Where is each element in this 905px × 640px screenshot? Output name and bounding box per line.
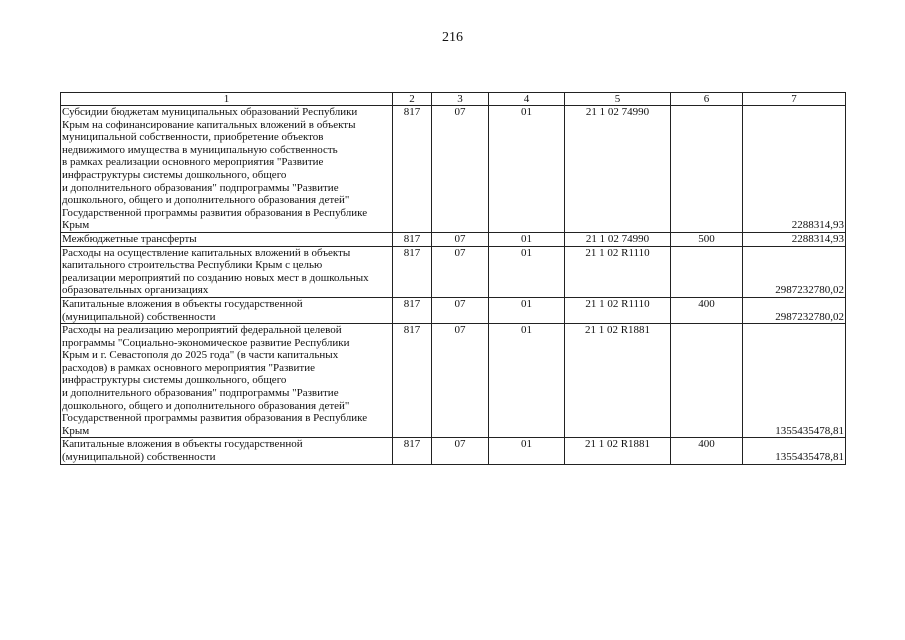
row-subsection-code: 01 [489,232,565,246]
row-description: Субсидии бюджетам муниципальных образований Республики Крым на софинансирование капитальных вложений в объекты муниципальной собственности, приобретение объектов недвижимого имущества в муниципальную собственность в рамках реализации основного мероприятия "Развитие инфраструктуры системы дошкольного, общего и дополнительного образования" подпрограммы "Развитие дошкольного, общего и дополнительного образования детей" Государственной программы развития образования в Республике Крым [61,106,393,233]
row-ministry-code: 817 [393,438,432,464]
row-description: Межбюджетные трансферты [61,232,393,246]
row-section-code: 07 [432,438,489,464]
row-subsection-code: 01 [489,106,565,233]
header-col-1: 1 [61,93,393,106]
header-col-7: 7 [743,93,846,106]
header-col-2: 2 [393,93,432,106]
row-expense-type: 500 [671,232,743,246]
row-amount: 2288314,93 [743,106,846,233]
table-row [61,324,846,438]
row-target-article: 21 1 02 R1110 [565,246,671,297]
table-row [61,438,846,464]
row-section-code: 07 [432,232,489,246]
row-subsection-code: 01 [489,438,565,464]
row-target-article: 21 1 02 R1881 [565,438,671,464]
row-expense-type: 400 [671,297,743,323]
row-section-code: 07 [432,297,489,323]
row-subsection-code: 01 [489,246,565,297]
table-row [61,106,846,233]
row-description: Капитальные вложения в объекты государственной (муниципальной) собственности [61,438,393,464]
row-ministry-code: 817 [393,324,432,438]
header-row [61,93,846,106]
row-ministry-code: 817 [393,297,432,323]
row-section-code: 07 [432,106,489,233]
row-section-code: 07 [432,324,489,438]
row-amount: 2987232780,02 [743,297,846,323]
table-row [61,246,846,297]
header-col-4: 4 [489,93,565,106]
row-description: Капитальные вложения в объекты государственной (муниципальной) собственности [61,297,393,323]
row-amount: 1355435478,81 [743,438,846,464]
row-subsection-code: 01 [489,297,565,323]
row-section-code: 07 [432,246,489,297]
table-row [61,297,846,323]
header-col-6: 6 [671,93,743,106]
table-row [61,232,846,246]
row-description: Расходы на реализацию мероприятий федеральной целевой программы "Социально-экономическое развитие Республики Крым и г. Севастополя до 2025 года" (в части капитальных расходов) в рамках основного мероприятия "Развитие инфраструктуры системы дошкольного, общего и дополнительного образования" подпрограммы "Развитие дошкольного, общего и дополнительного образования детей" Государственной программы развития образования в Республике Крым [61,324,393,438]
header-col-3: 3 [432,93,489,106]
row-amount: 2987232780,02 [743,246,846,297]
row-amount: 2288314,93 [743,232,846,246]
row-expense-type [671,324,743,438]
row-subsection-code: 01 [489,324,565,438]
header-col-5: 5 [565,93,671,106]
row-amount: 1355435478,81 [743,324,846,438]
row-ministry-code: 817 [393,106,432,233]
row-target-article: 21 1 02 74990 [565,106,671,233]
row-expense-type [671,246,743,297]
budget-table [60,92,846,465]
page-number: 216 [442,30,463,45]
row-target-article: 21 1 02 R1110 [565,297,671,323]
row-expense-type: 400 [671,438,743,464]
row-target-article: 21 1 02 74990 [565,232,671,246]
row-target-article: 21 1 02 R1881 [565,324,671,438]
row-ministry-code: 817 [393,232,432,246]
row-ministry-code: 817 [393,246,432,297]
row-expense-type [671,106,743,233]
row-description: Расходы на осуществление капитальных вложений в объекты капитального строительства Республики Крым с целью реализации мероприятий по созданию новых мест в дошкольных образовательных организациях [61,246,393,297]
